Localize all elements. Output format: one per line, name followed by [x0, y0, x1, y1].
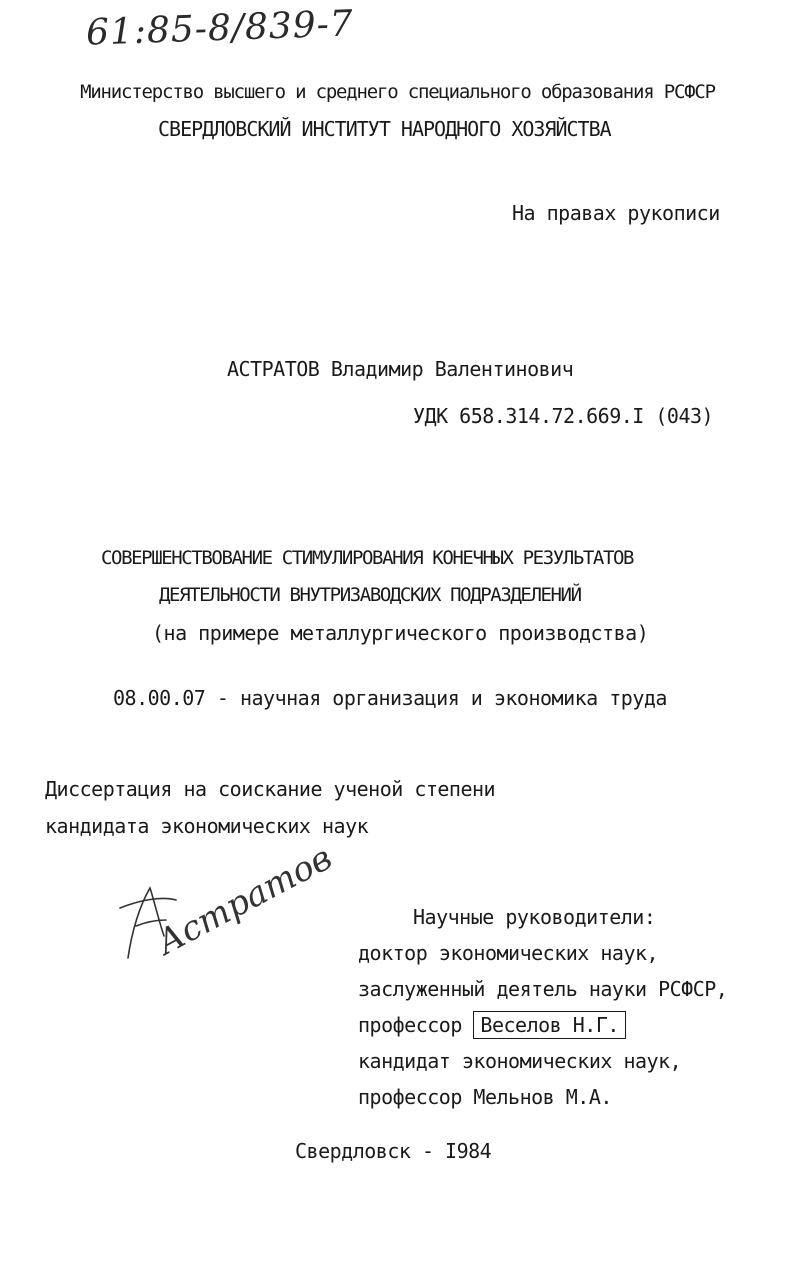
- title-subtitle: (на примере металлургического производства): [152, 621, 649, 645]
- title-line-2: ДЕЯТЕЛЬНОСТИ ВНУТРИЗАВОДСКИХ ПОДРАЗДЕЛЕНИЙ: [159, 584, 581, 606]
- supervisor-1-name: Веселов Н.Г.: [473, 1011, 626, 1039]
- author-signature: [110, 837, 339, 970]
- institute-name: СВЕРДЛОВСКИЙ ИНСТИТУТ НАРОДНОГО ХОЗЯЙСТВА: [158, 117, 611, 141]
- supervisor-1-title: заслуженный деятель науки РСФСР,: [358, 977, 728, 1001]
- supervisor-2-name: профессор Мельнов М.А.: [358, 1085, 612, 1109]
- ministry-name: Министерство высшего и среднего специального образования РСФСР: [80, 81, 715, 103]
- author-name: АСТРАТОВ Владимир Валентинович: [227, 357, 574, 381]
- dissertation-line-1: Диссертация на соискание ученой степени: [45, 777, 496, 801]
- title-line-1: СОВЕРШЕНСТВОВАНИЕ СТИМУЛИРОВАНИЯ КОНЕЧНЫХ РЕЗУЛЬТАТОВ: [101, 547, 634, 569]
- dissertation-line-2: кандидата экономических наук: [45, 814, 369, 838]
- signature-text: Астратов: [150, 837, 339, 964]
- supervisors-heading: Научные руководители:: [413, 905, 656, 929]
- supervisor-2-degree: кандидат экономических наук,: [358, 1049, 682, 1073]
- supervisor-1-degree: доктор экономических наук,: [358, 941, 659, 965]
- supervisor-1-rank: профессор: [358, 1013, 462, 1037]
- supervisor-1-row: [358, 1013, 626, 1037]
- archive-mark: 61:85-8/839-7: [85, 3, 355, 54]
- rights-note: На правах рукописи: [512, 201, 720, 225]
- specialty: 08.00.07 - научная организация и экономика труда: [113, 686, 667, 710]
- city-year: Свердловск - I984: [295, 1139, 492, 1163]
- udc-code: УДК 658.314.72.669.I (043): [413, 404, 714, 428]
